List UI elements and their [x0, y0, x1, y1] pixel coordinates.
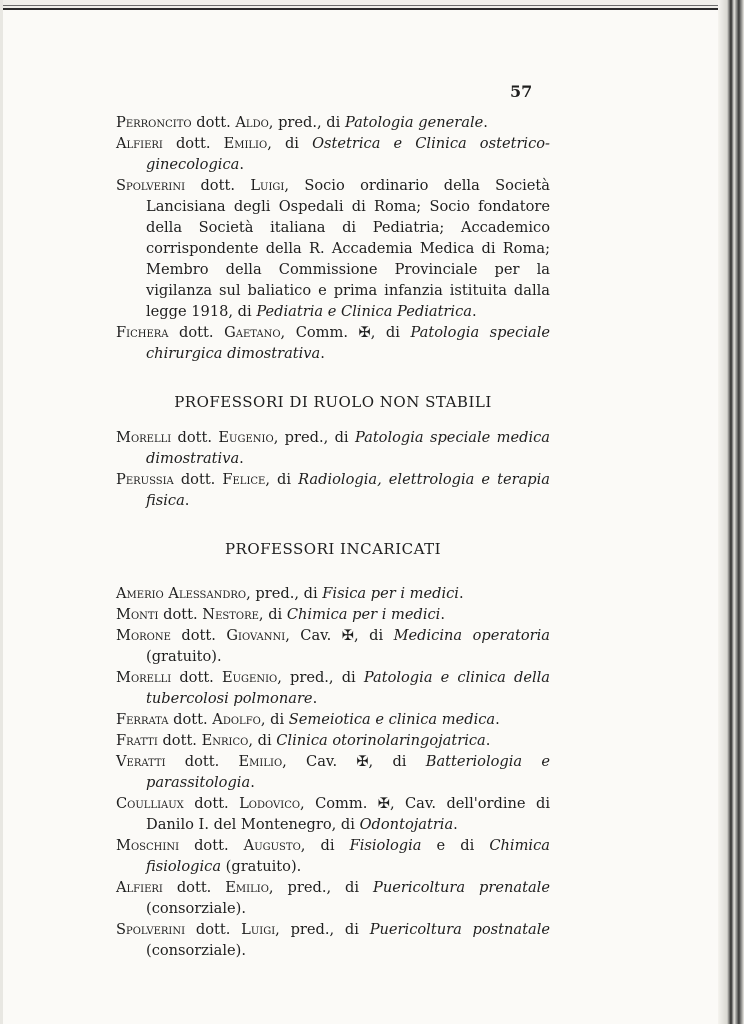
title-text: dott. — [173, 471, 223, 488]
faculty-surname: Alfieri — [116, 135, 163, 152]
subject-name: Odontojatria — [359, 816, 454, 833]
book-spine-edge — [718, 0, 744, 1024]
faculty-given-name: Emilio — [225, 879, 269, 896]
faculty-entry — [116, 751, 550, 793]
faculty-surname: Morone — [116, 627, 171, 644]
title-text: dott. — [157, 732, 202, 749]
entry-text: , Cav. ✠, di — [285, 627, 394, 644]
title-text: dott. — [162, 135, 224, 152]
subject-name: Semeiotica e clinica medica — [288, 711, 496, 728]
entry-text: , di — [258, 606, 287, 623]
faculty-surname: Amerio — [116, 585, 164, 602]
faculty-given-name: Alessandro — [168, 585, 247, 602]
entry-text: , di — [260, 711, 289, 728]
faculty-given-name: Eugenio — [221, 669, 278, 686]
faculty-given-name: Eugenio — [218, 429, 274, 446]
title-text: dott. — [171, 669, 222, 686]
entry-text: , pred., di — [246, 585, 323, 602]
entry-tail: . — [483, 114, 488, 131]
entry-text: , Comm. ✠, di — [280, 324, 411, 341]
entry-text: , di — [267, 135, 313, 152]
subject-name: Batteriologia e parassitologia — [146, 753, 550, 791]
faculty-surname: Ferrata — [116, 711, 169, 728]
title-text: dott. — [191, 114, 236, 131]
faculty-entry — [116, 604, 550, 625]
faculty-surname: Fratti — [116, 732, 158, 749]
subject-name: Fisiologia — [349, 837, 422, 854]
subject-name: Pediatria e Clinica Pediatrica — [256, 303, 472, 320]
faculty-given-name: Lodovico — [239, 795, 301, 812]
subject-name: Radiologia, elettrologia e terapia fisica — [146, 471, 550, 509]
subject-name: Medicina operatoria — [393, 627, 551, 644]
faculty-entry — [116, 583, 550, 604]
faculty-surname: Morelli — [116, 669, 172, 686]
faculty-surname: Spolverini — [116, 177, 186, 194]
subject-name: Patologia speciale chirurgica dimostrativa — [146, 324, 550, 362]
entry-text: , pred., di — [268, 879, 374, 896]
title-text: dott. — [170, 627, 227, 644]
faculty-entry — [116, 919, 550, 961]
faculty-given-name: Nestore — [202, 606, 259, 623]
entry-text: , pred., di — [275, 921, 370, 938]
faculty-surname: Coulliaux — [116, 795, 184, 812]
scan-top-edge — [0, 0, 744, 10]
title-text: dott. — [183, 795, 240, 812]
faculty-given-name: Luigi — [250, 177, 285, 194]
page-body — [116, 78, 550, 961]
subject-name: Patologia speciale medica dimostrativa — [146, 429, 550, 467]
subject-name: Ostetrica e Clinica ostetrico-ginecologica — [146, 135, 550, 173]
entry-tail: (consorziale). — [146, 900, 246, 917]
entry-tail: (gratuito). — [146, 648, 222, 665]
entry-tail: . — [184, 492, 190, 509]
subject-name: Clinica otorinolaringojatrica — [276, 732, 486, 749]
title-text: dott. — [162, 879, 226, 896]
entry-text: , di — [300, 837, 350, 854]
faculty-surname: Perussia — [116, 471, 174, 488]
faculty-entry — [116, 625, 550, 667]
entry-tail: . — [440, 606, 445, 623]
title-text: dott. — [171, 429, 219, 446]
faculty-surname: Monti — [116, 606, 159, 623]
entry-tail: . — [239, 450, 244, 467]
faculty-given-name: Emilio — [223, 135, 268, 152]
entry-text: , Cav. ✠, di — [282, 753, 426, 770]
faculty-given-name: Aldo — [235, 114, 269, 131]
faculty-entry — [116, 793, 550, 835]
faculty-list-top — [116, 112, 550, 364]
entry-text: , di — [248, 732, 277, 749]
heading-professori-incaricati: PROFESSORI INCARICATI — [224, 540, 442, 558]
title-text: dott. — [168, 324, 225, 341]
entry-tail: . — [495, 711, 500, 728]
faculty-surname: Morelli — [116, 429, 172, 446]
faculty-entry — [116, 112, 550, 133]
faculty-entry — [116, 835, 550, 877]
entry-tail: . — [453, 816, 458, 833]
faculty-surname: Fichera — [116, 324, 169, 341]
faculty-given-name: Luigi — [241, 921, 276, 938]
title-text: dott. — [158, 606, 203, 623]
faculty-list-incaricati — [116, 583, 550, 961]
faculty-entry — [116, 709, 550, 730]
heading-professori-ruolo: PROFESSORI DI RUOLO NON STABILI — [174, 393, 492, 411]
faculty-entry — [116, 877, 550, 919]
entry-tail: . — [485, 732, 491, 749]
entry-text: , di — [265, 471, 299, 488]
title-text: dott. — [168, 711, 213, 728]
subject-name: Chimica per i medici — [286, 606, 441, 623]
faculty-list-ruolo — [116, 427, 550, 511]
entry-text: , pred., di — [277, 669, 364, 686]
subject-name: Puericoltura prenatale — [373, 879, 550, 896]
entry-text: e di — [421, 837, 490, 854]
subject-name: Chimica fisiologica — [146, 837, 550, 875]
entry-tail: . — [320, 345, 325, 362]
entry-tail: . — [239, 156, 244, 173]
faculty-entry — [116, 469, 550, 511]
faculty-given-name: Felice — [222, 471, 266, 488]
faculty-given-name: Giovanni — [226, 627, 286, 644]
faculty-surname: Moschini — [116, 837, 180, 854]
faculty-given-name: Augusto — [243, 837, 301, 854]
faculty-entry — [116, 322, 550, 364]
page-number: 57 — [510, 82, 533, 101]
faculty-entry — [116, 427, 550, 469]
entry-tail: . — [312, 690, 318, 707]
faculty-surname: Perroncito — [116, 114, 192, 131]
title-text: dott. — [185, 177, 251, 194]
subject-name: Puericoltura postnatale — [369, 921, 550, 938]
faculty-surname: Spolverini — [116, 921, 186, 938]
faculty-entry — [116, 730, 550, 751]
faculty-entry — [116, 133, 550, 175]
entry-tail: (consorziale). — [146, 942, 246, 959]
subject-name: Patologia generale — [344, 114, 484, 131]
faculty-surname: Veratti — [116, 753, 166, 770]
entry-tail: . — [458, 585, 464, 602]
entry-tail: (gratuito). — [221, 858, 302, 875]
faculty-given-name: Gaetano — [224, 324, 281, 341]
faculty-given-name: Enrico — [201, 732, 249, 749]
entry-tail: . — [471, 303, 477, 320]
title-text: dott. — [179, 837, 244, 854]
entry-text: , pred., di — [268, 114, 345, 131]
faculty-given-name: Emilio — [238, 753, 283, 770]
faculty-given-name: Adolfo — [212, 711, 261, 728]
faculty-surname: Alfieri — [116, 879, 163, 896]
title-text: dott. — [185, 921, 242, 938]
subject-name: Fisica per i medici — [322, 585, 459, 602]
faculty-entry — [116, 667, 550, 709]
entry-tail: . — [250, 774, 255, 791]
entry-text: , pred., di — [273, 429, 355, 446]
title-text: dott. — [165, 753, 239, 770]
subject-name: Patologia e clinica della tubercolosi polmonare — [146, 669, 550, 707]
entry-text: , Comm. ✠, Cav. dell'ordine di Danilo I. del Montenegro, di — [146, 795, 550, 833]
faculty-entry — [116, 175, 550, 322]
entry-text: , Socio ordinario della Società Lancisiana degli Ospedali di Roma; Socio fondatore della Società italiana di Pediatria; Accademico corrispondente della R. Accademia Medica di Roma; Membro della Commissione Provinciale per la vigilanza sul baliatico e prima infanzia istituita dalla legge 1918, di — [146, 177, 550, 320]
scan-left-edge — [0, 0, 3, 1024]
